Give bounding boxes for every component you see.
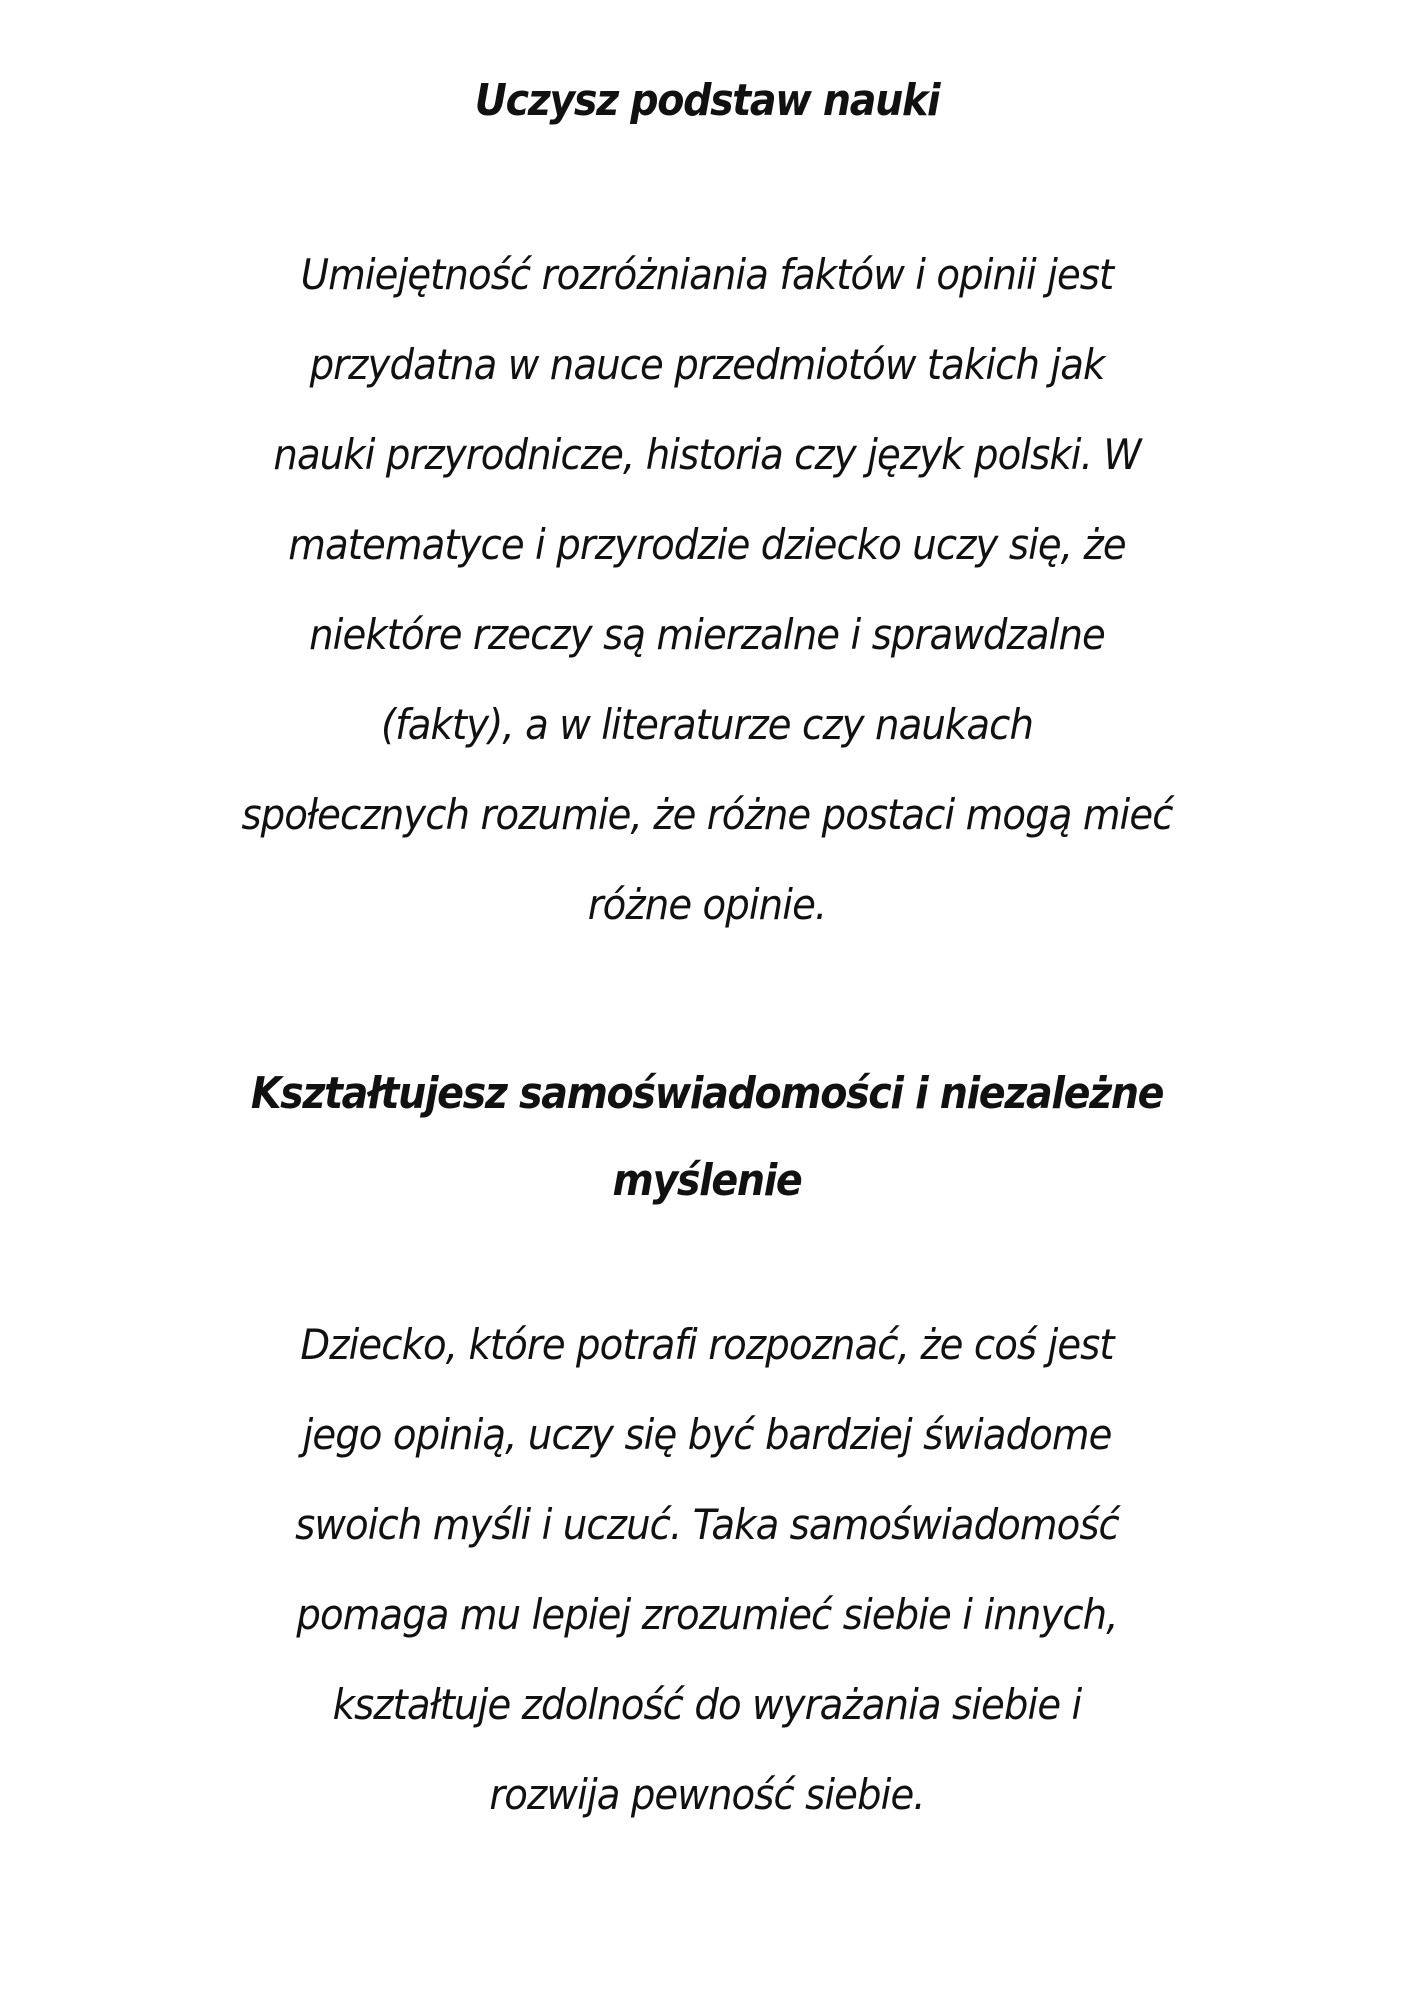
paragraph-line: rozwija pewność siebie. bbox=[489, 1770, 925, 1819]
paragraph-line: Umiejętność rozróżniania faktów i opinii jest bbox=[300, 250, 1114, 299]
section-heading-self-awareness bbox=[130, 1050, 1284, 1224]
paragraph-text bbox=[176, 230, 1238, 950]
section-heading-text bbox=[188, 57, 1227, 144]
section-heading-text bbox=[188, 1050, 1227, 1224]
paragraph-line: matematyce i przyrodzie dziecko uczy się, że bbox=[288, 520, 1126, 569]
paragraph-line: swoich myśli i uczuć. Taka samoświadomość bbox=[295, 1500, 1119, 1549]
paragraph-line: przydatna w nauce przedmiotów takich jak bbox=[309, 340, 1105, 389]
paragraph-line: jego opinią, uczy się być bardziej świadome bbox=[302, 1410, 1112, 1459]
paragraph-line: kształtuje zdolność do wyrażania siebie i bbox=[332, 1680, 1082, 1729]
paragraph-line: społecznych rozumie, że różne postaci mogą mieć bbox=[241, 790, 1173, 839]
paragraph-line: niektóre rzeczy są mierzalne i sprawdzalne bbox=[309, 610, 1105, 659]
paragraph-line: Dziecko, które potrafi rozpoznać, że coś jest bbox=[300, 1320, 1114, 1369]
paragraph-text bbox=[176, 1300, 1238, 1840]
paragraph-line: różne opinie. bbox=[587, 880, 827, 929]
heading-line: myślenie bbox=[612, 1155, 802, 1206]
paragraph-line: (fakty), a w literaturze czy naukach bbox=[380, 700, 1034, 749]
section-heading-science-basics bbox=[130, 57, 1284, 144]
paragraph-line: pomaga mu lepiej zrozumieć siebie i innych, bbox=[296, 1590, 1118, 1639]
section-paragraph-self-awareness bbox=[130, 1300, 1284, 1840]
section-paragraph-science-basics bbox=[130, 230, 1284, 950]
heading-line: Kształtujesz samoświadomości i niezależne bbox=[250, 1068, 1164, 1119]
heading-line: Uczysz podstaw nauki bbox=[474, 75, 940, 126]
paragraph-line: nauki przyrodnicze, historia czy język polski. W bbox=[273, 430, 1141, 479]
